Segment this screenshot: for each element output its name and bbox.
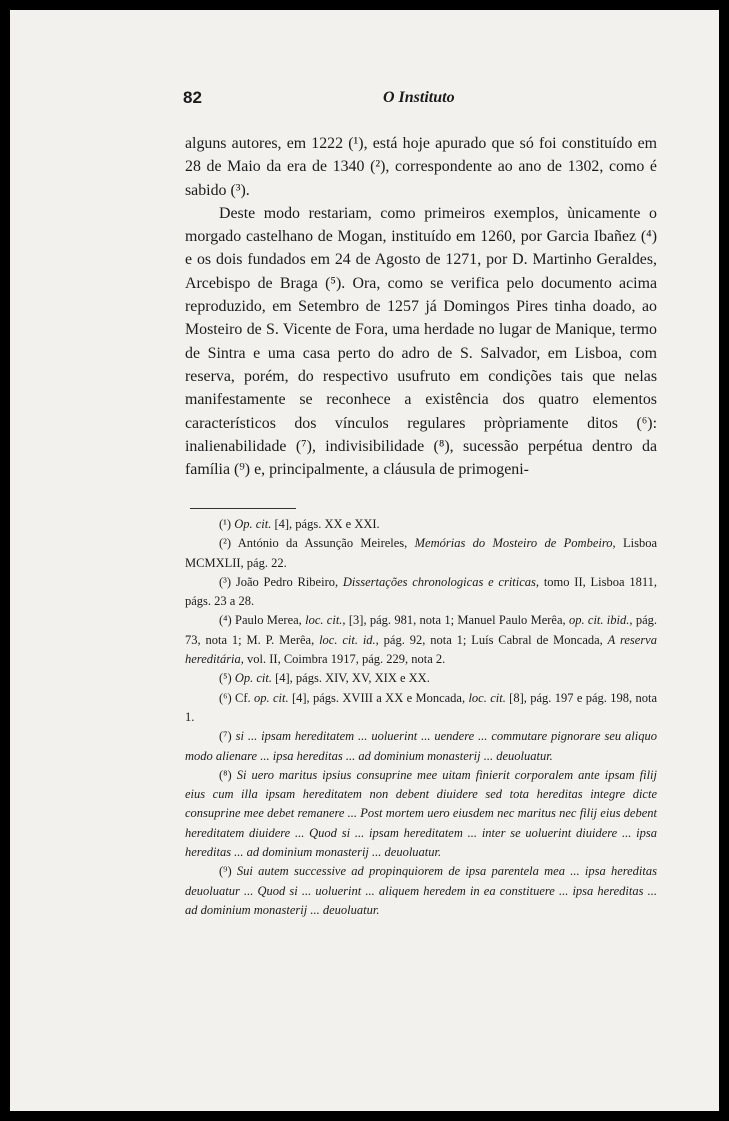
page-header [183, 88, 483, 114]
footnote-marker: (¹) [219, 517, 232, 531]
citation-italic: Op. cit. [231, 671, 272, 686]
page-number: 82 [183, 88, 202, 107]
footnote-marker: (⁴) [219, 613, 232, 628]
paragraph-1: alguns autores, em 1222 (¹), está hoje apurado que só foi constituído em 28 de Maio da era de 1340 (²), correspondente ao ano de 1302, como é sabido (³). [185, 135, 657, 199]
footnote-marker: (⁶) [219, 690, 232, 705]
footnote-text: [4], págs. XIV, XV, XIX e XX. [271, 671, 430, 686]
footnote-marker: (⁹) [219, 864, 232, 879]
footnote-text: Lisboa MCMXLII, pág. 22. [185, 536, 657, 570]
citation-italic: op. cit. [254, 690, 289, 705]
footnote-divider [190, 508, 296, 509]
latin-quote: Si uero maritus ipsius consuprine mee uitam finierit corporalem ante ipsam filij eius cum illa ipsam hereditatem non debent diuidere sed tota hereditas integre dicte consuprine mee debet remanere ... Post mortem uero eiusdem nec maritus nec filij eius debent hereditatem diuidere ... Quod si ... ipsam hereditatem ... inter se uoluerint diuidere ... ipsa hereditas ... ad dominium monasterij ... deuoluatur. [185, 767, 657, 860]
running-title: O Instituto [383, 89, 455, 106]
body-text [185, 132, 657, 481]
footnote-3 [185, 573, 657, 612]
footnote-8 [185, 766, 657, 862]
footnote-text: João Pedro Ribeiro, [231, 574, 343, 589]
citation-italic: op. cit. ibid., [568, 613, 633, 628]
footnote-marker: (²) [219, 536, 232, 551]
latin-quote: si ... ipsam hereditatem ... uoluerint ... uendere ... commutare pignorare seu aliquo modo alienare ... ipsa hereditas ... ad dominium monasterij ... deuoluatur. [185, 729, 657, 763]
footnote-6 [185, 689, 657, 728]
citation-italic: Memórias do Mosteiro de Pombeiro, [414, 536, 616, 551]
footnote-text: [3], pág. 981, nota 1; Manuel Paulo Merêa, [345, 613, 569, 628]
footnote-text: pág. 92, nota 1; Luís Cabral de Moncada, [378, 632, 608, 647]
book-page [10, 10, 719, 1111]
footnote-text: Cf. [231, 690, 255, 705]
footnotes [185, 515, 657, 920]
citation-italic: loc. cit. [468, 690, 506, 705]
footnote-text: [8], pág. 197 e pág. 198, nota 1. [185, 690, 657, 724]
citation-italic: Dissertações chronologicas e criticas, [342, 574, 540, 589]
footnote-7 [185, 727, 657, 766]
footnote-text: [4], págs. XVIII a XX e Moncada, [288, 690, 469, 705]
footnote-9 [185, 862, 657, 920]
paragraph-2: Deste modo restariam, como primeiros exemplos, ùnicamente o morgado castelhano de Mogan, instituído em 1260, por Garcia Ibañez (⁴) e os dois fundados em 24 de Agosto de 1271, por D. Martinho Geraldes, Arcebispo de Braga (⁵). Ora, como se verifica pelo documento acima reproduzido, em Setembro de 1257 já Domingos Pires tinha doado, ao Mosteiro de S. Vicente de Fora, uma herdade no lugar de Manique, termo de Sintra e uma casa perto do adro de S. Salvador, em Lisboa, com reserva, porém, do respectivo usufruto em condições tais que nelas manifestamente se reconhece a existência dos quatro elementos característicos dos vínculos regulares pròpriamente ditos (⁶): inalienabilidade (⁷), indivisibilidade (⁸), sucessão perpétua dentro da família (⁹) e, principalmente, a cláusula de primogeni- [185, 204, 657, 479]
footnote-marker: (⁵) [219, 671, 232, 686]
footnote-text: pág. 73, nota 1; M. P. Merêa, [185, 613, 657, 647]
latin-quote: Sui autem successive ad propinquiorem de ipsa parentela mea ... ipsa hereditas deuoluatur ... Quod si ... uoluerint ... aliquem heredem in ea constituere ... ipsa hereditas ... ad dominium monasterij ... deuoluatur. [185, 864, 657, 917]
footnote-4 [185, 611, 657, 669]
footnote-text: [4], págs. XX e XXI. [271, 517, 380, 531]
citation-italic: loc. cit. id., [319, 632, 379, 647]
footnote-2 [185, 534, 657, 573]
footnote-marker: (³) [219, 574, 232, 589]
footnote-text: tomo II, Lisboa 1811, págs. 23 a 28. [185, 574, 657, 609]
footnote-text: António da Assunção Meireles, [231, 536, 415, 551]
footnote-marker: (⁸) [219, 767, 232, 782]
footnote-5 [185, 669, 657, 688]
footnote-1 [185, 515, 657, 534]
citation-italic: A reserva hereditária, [185, 632, 657, 667]
footnote-text: vol. II, Coimbra 1917, pág. 229, nota 2. [243, 652, 446, 667]
footnote-text: Paulo Merea, [231, 613, 306, 628]
footnote-marker: (⁷) [219, 729, 232, 744]
citation-italic: loc. cit., [305, 613, 346, 628]
citation-italic: Op. cit. [234, 517, 272, 531]
